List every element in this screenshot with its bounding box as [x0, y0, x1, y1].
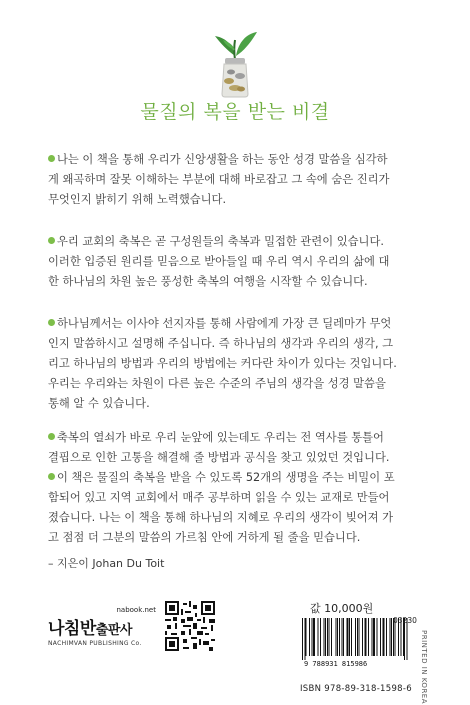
paragraph-3: 하나님께서는 이사야 선지자를 통해 사람에게 가장 큰 딜레마가 무엇 인지 말씀하시고 설명해 주십니다. 즉 하나님의 생각과 우리의 생각, 그 리고 하나님의 방법과 우리의 방법에는 커다란 차이가 있다는 것입니다. 우리는 우리와는 차원이 다른 높은 수준의 주님의 생각을 성경 말씀을 통해 알 수 있습니다.	[48, 317, 397, 410]
isbn-text: ISBN 978-89-318-1598-6	[300, 684, 412, 694]
paragraph-5: 이 책은 물질의 축복을 받을 수 있도록 52개의 생명을 주는 비밀이 포 함되어 있고 지역 교회에서 매주 공부하며 읽을 수 있는 교재로 만들어 졌습니다. 나는 이 책을 통해 하나님의 지혜로 우리의 생각이 빚어져 가 고 점점 더 그분의 말씀의 가르침 안에 거하게 될 줄을 믿습니다.	[48, 471, 395, 544]
qr-code-icon	[165, 601, 215, 651]
publisher-logo	[48, 606, 160, 647]
green-dot-icon	[48, 473, 55, 480]
green-dot-icon	[48, 155, 55, 162]
paragraph-4: 축복의 열쇠가 바로 우리 눈앞에 있는데도 우리는 전 역사를 통틀어 결핍으로 인한 고통을 해결해 줄 방법과 공식을 찾고 있었던 것입니다.	[48, 431, 390, 464]
barcode-number: 9 788931 815986	[304, 660, 368, 668]
publisher-name-en: NACHIMVAN PUBLISHING Co.	[48, 640, 142, 647]
green-dot-icon	[48, 433, 55, 440]
book-title: 물질의 복을 받는 비결	[140, 101, 330, 123]
green-dot-icon	[48, 237, 55, 244]
paragraph-1: 나는 이 책을 통해 우리가 신앙생활을 하는 동안 성경 말씀을 심각하 게 왜곡하며 잘못 이해하는 부분에 대해 바로잡고 그 속에 숨은 진리가 무엇인지 밝히기 위해 노력했습니다.	[48, 153, 390, 206]
barcode-addon: 03230	[393, 616, 417, 625]
author-credit: – 지은이 Johan Du Toit	[48, 557, 165, 570]
printed-in-korea: PRINTED IN KOREA	[420, 630, 428, 705]
publisher-name: 나침반출판사	[48, 619, 132, 639]
green-dot-icon	[48, 319, 55, 326]
price-label: 값 10,000원	[310, 602, 374, 615]
plant-jar-icon	[207, 26, 263, 98]
publisher-url: nabook.net	[116, 606, 156, 614]
paragraph-2: 우리 교회의 축복은 곧 구성원들의 축복과 밀접한 관련이 있습니다. 이러한 입증된 원리를 믿음으로 받아들일 때 우리 역시 우리의 삶에 대 한 하나님의 차원 높은 풍성한 축복의 여행을 시작할 수 있습니다.	[48, 235, 390, 288]
